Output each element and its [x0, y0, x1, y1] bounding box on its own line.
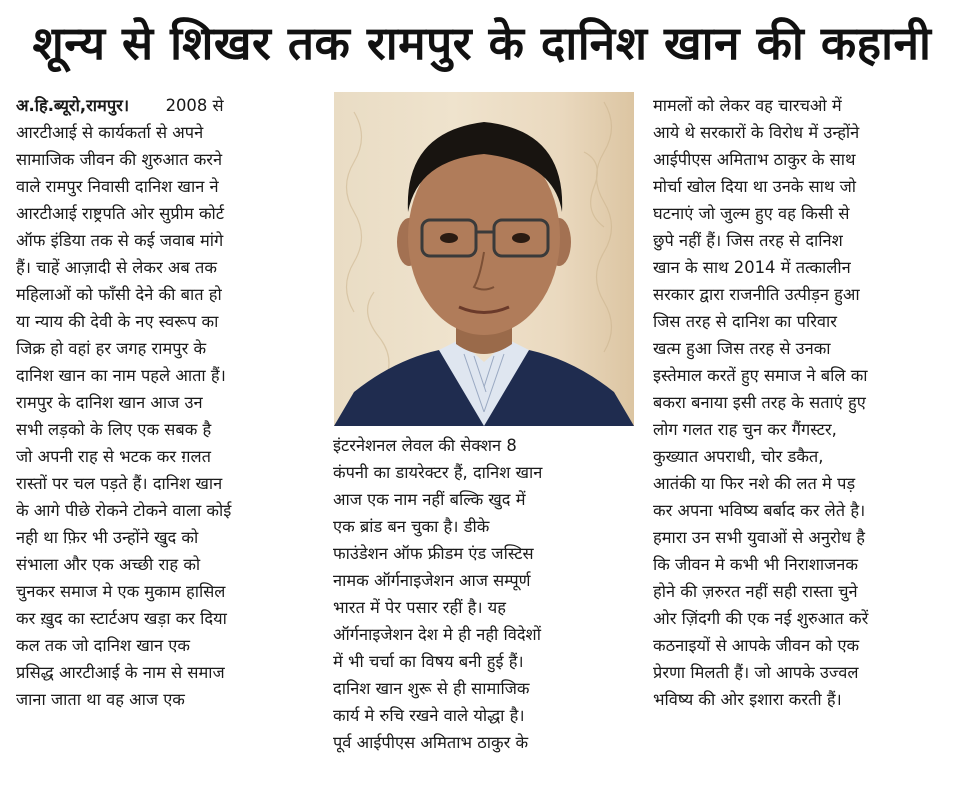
- column-1-line: सामाजिक जीवन की शुरुआत करने: [16, 150, 223, 169]
- column-2-line: नामक ऑर्गनाइजेशन आज सम्पूर्ण: [333, 571, 531, 590]
- column-3-line: आतंकी या फिर नशे की लत मे पड़: [653, 474, 856, 493]
- byline: अ.हि.ब्यूरो,रामपुर।: [16, 96, 130, 115]
- column-1-line: कर ख़ुद का स्टार्टअप खड़ा कर दिया: [16, 609, 227, 628]
- column-3-line: छुपे नहीं हैं। जिस तरह से दानिश: [653, 231, 843, 250]
- column-2-line: दानिश खान शुरू से ही सामाजिक: [333, 679, 530, 698]
- column-3-line: प्रेरणा मिलती हैं। जो आपके उज्वल: [653, 663, 859, 682]
- column-3-line: घटनाएं जो जुल्म हुए वह किसी से: [653, 204, 850, 223]
- column-1-line: जिक्र हो वहां हर जगह रामपुर के: [16, 339, 207, 358]
- portrait-photo-icon: [334, 92, 634, 426]
- column-1-line-0: 2008 से: [165, 96, 224, 115]
- column-3-line: मोर्चा खोल दिया था उनके साथ जो: [653, 177, 857, 196]
- column-1-line: रामपुर के दानिश खान आज उन: [16, 393, 203, 412]
- column-1-line: ऑफ इंडिया तक से कई जवाब मांगे: [16, 231, 224, 250]
- column-3-line: भविष्य की ओर इशारा करती हैं।: [653, 690, 842, 709]
- column-1-line: जाना जाता था वह आज एक: [16, 690, 185, 709]
- article-column-1: [16, 92, 312, 713]
- column-2-line: कंपनी का डायरेक्टर हैं, दानिश खान: [333, 463, 543, 482]
- portrait-photo: [334, 92, 634, 426]
- column-2-line: आज एक नाम नहीं बल्कि खुद में: [333, 490, 526, 509]
- column-3-line: होने की ज़रुरत नहीं सही रास्ता चुने: [653, 582, 858, 601]
- column-2-line: इंटरनेशनल लेवल की सेक्शन 8: [333, 436, 517, 455]
- column-3-line: मामलों को लेकर वह चारचओ में: [653, 96, 842, 115]
- headline: शून्य से शिखर तक रामपुर के दानिश खान की कहानी: [32, 16, 932, 70]
- column-3-line: खान के साथ 2014 में तत्कालीन: [653, 258, 851, 277]
- column-3-line: लोग गलत राह चुन कर गैंगस्टर,: [653, 420, 837, 439]
- column-1-line: महिलाओं को फाँसी देने की बात हो: [16, 285, 222, 304]
- article-column-3: [653, 92, 949, 713]
- column-3-line: हमारा उन सभी युवाओं से अनुरोध है: [653, 528, 865, 547]
- column-2-line: कार्य मे रुचि रखने वाले योद्धा है।: [333, 706, 525, 725]
- article-column-2: [333, 432, 633, 756]
- column-3-line: ओर ज़िंदगी की एक नई शुरुआत करें: [653, 609, 869, 628]
- column-1-line: जो अपनी राह से भटक कर ग़लत: [16, 447, 211, 466]
- column-2-line: भारत में पेर पसार रहीं है। यह: [333, 598, 507, 617]
- column-2-line: में भी चर्चा का विषय बनी हुई हैं।: [333, 652, 524, 671]
- column-3-line: बकरा बनाया इसी तरह के सताएं हुए: [653, 393, 866, 412]
- column-1-line: प्रसिद्ध आरटीआई के नाम से समाज: [16, 663, 225, 682]
- column-2-line: पूर्व आईपीएस अमिताभ ठाकुर के: [333, 733, 529, 752]
- column-3-line: आईपीएस अमिताभ ठाकुर के साथ: [653, 150, 856, 169]
- column-1-line: वाले रामपुर निवासी दानिश खान ने: [16, 177, 219, 196]
- column-1-line: आरटीआई से कार्यकर्ता से अपने: [16, 123, 204, 142]
- column-1-line: रास्तों पर चल पड़ते हैं। दानिश खान: [16, 474, 223, 493]
- column-3-line: खत्म हुआ जिस तरह से उनका: [653, 339, 831, 358]
- column-1-line: के आगे पीछे रोकने टोकने वाला कोई: [16, 501, 232, 520]
- column-1-line: आरटीआई राष्ट्रपति ओर सुप्रीम कोर्ट: [16, 204, 225, 223]
- column-3-line: जिस तरह से दानिश का परिवार: [653, 312, 837, 331]
- column-3-line: सरकार द्वारा राजनीति उत्पीड़न हुआ: [653, 285, 860, 304]
- column-1-line: संभाला और एक अच्छी राह को: [16, 555, 201, 574]
- column-1-line: दानिश खान का नाम पहले आता हैं।: [16, 366, 226, 385]
- column-2-line: एक ब्रांड बन चुका है। डीके: [333, 517, 490, 536]
- column-3-line: कुख्यात अपराधी, चोर डकैत,: [653, 447, 824, 466]
- column-1-line: या न्याय की देवी के नए स्वरूप का: [16, 312, 219, 331]
- column-1-line: हैं। चाहें आज़ादी से लेकर अब तक: [16, 258, 217, 277]
- column-2-line: फाउंडेशन ऑफ फ्रीडम एंड जस्टिस: [333, 544, 534, 563]
- column-3-line: कठनाइयों से आपके जीवन को एक: [653, 636, 860, 655]
- column-3-line: कर अपना भविष्य बर्बाद कर लेते है।: [653, 501, 866, 520]
- column-1-line: चुनकर समाज मे एक मुकाम हासिल: [16, 582, 226, 601]
- column-1-line: [16, 92, 312, 119]
- column-1-line: सभी लड़को के लिए एक सबक है: [16, 420, 212, 439]
- column-3-line: कि जीवन मे कभी भी निराशाजनक: [653, 555, 858, 574]
- column-2-line: ऑर्गनाइजेशन देश मे ही नही विदेशों: [333, 625, 541, 644]
- column-3-line: इस्तेमाल करतें हुए समाज ने बलि का: [653, 366, 868, 385]
- column-1-line: नही था फ़िर भी उन्होंने खुद को: [16, 528, 199, 547]
- column-3-line: आये थे सरकारों के विरोध में उन्होंने: [653, 123, 860, 142]
- column-1-line: कल तक जो दानिश खान एक: [16, 636, 190, 655]
